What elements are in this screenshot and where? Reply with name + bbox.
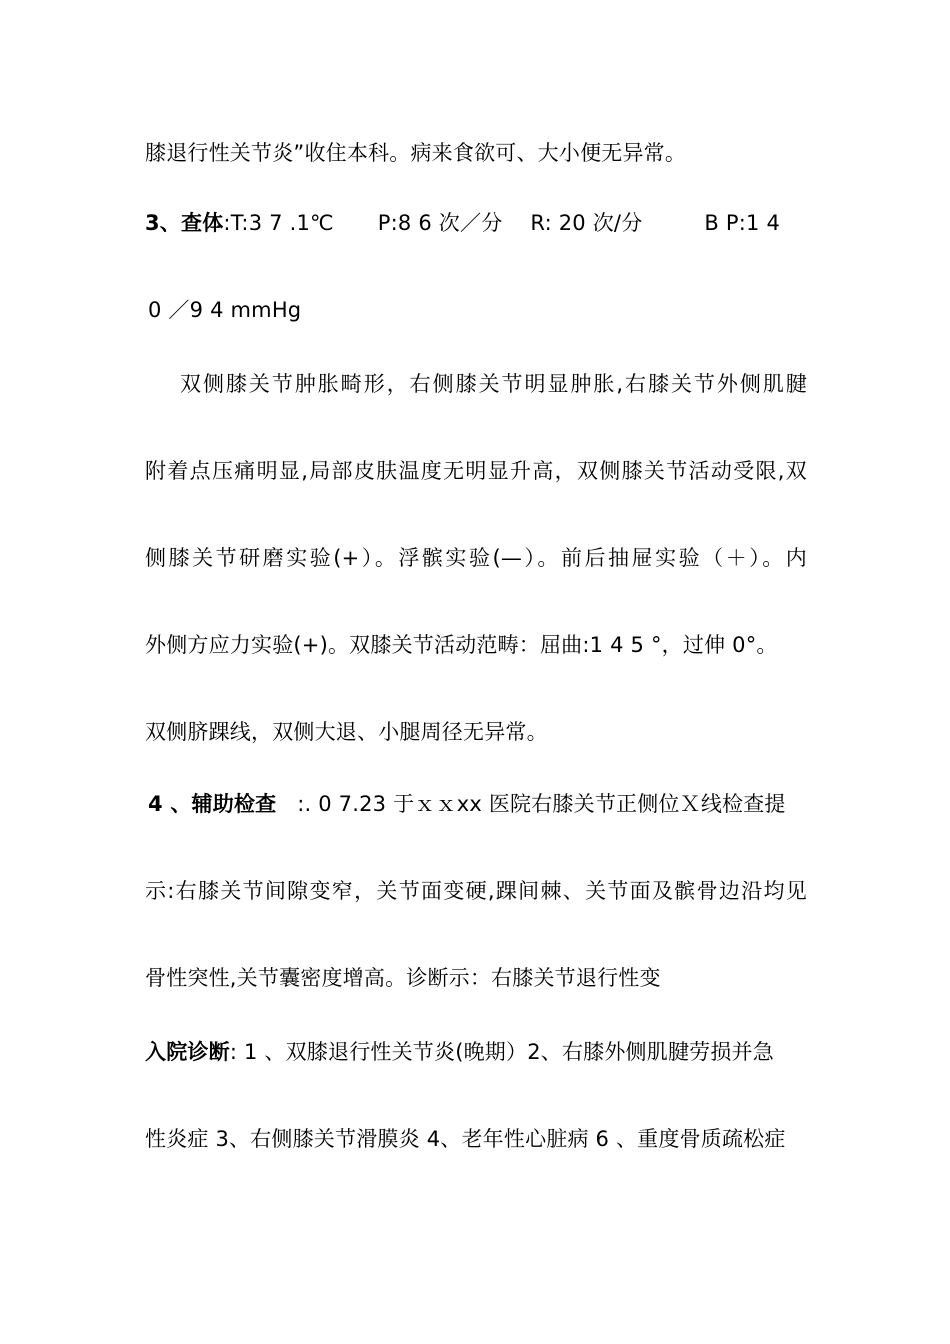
- blood-pressure-continued: [148, 296, 818, 324]
- blood-pressure-cont-text: 0 ／9 4 mmHg: [148, 298, 302, 322]
- exam-paragraph-line-1: 双侧膝关节肿胀畸形，右侧膝关节明显肿胀,右膝关节外侧肌腱: [180, 372, 807, 396]
- auxiliary-exam-line-2: 示:右膝关节间隙变窄，关节面变硬,踝间棘、关节面及髌骨边沿均见: [145, 879, 807, 903]
- admission-diagnosis-text: : 1 、双膝退行性关节炎(晚期）2、右膝外侧肌腱劳损并急: [229, 1040, 774, 1064]
- respiration-value: R: 20 次/分: [530, 211, 643, 235]
- exam-heading: 3、查体: [145, 211, 224, 235]
- exam-paragraph-line-4: 外侧方应力实验(+)。双膝关节活动范畴：屈曲:1 4 5 °，过伸 0°。: [145, 633, 778, 657]
- auxiliary-exam-text: :. 0 7.23 于ｘｘxx 医院右膝关节正侧位Ｘ线检查提: [290, 792, 786, 816]
- exam-paragraph-line-5: 双侧脐踝线，双侧大退、小腿周径无异常。: [145, 720, 548, 744]
- exam-paragraph-line-3: 侧膝关节研磨实验(+）。浮髌实验(—）。前后抽屉实验（＋）。内: [145, 546, 807, 570]
- temperature-value: T:3 7 .1℃: [230, 211, 334, 235]
- auxiliary-exam-line-1: [148, 790, 818, 818]
- intro-text: 膝退行性关节炎”收住本科。病来食欲可、大小便无异常。: [145, 141, 687, 165]
- exam-paragraph-line-2: 附着点压痛明显,局部皮肤温度无明显升高，双侧膝关节活动受限,双: [145, 459, 807, 483]
- text-line-intro: [145, 139, 815, 167]
- exam-separator: :: [223, 211, 231, 235]
- auxiliary-exam-line-3: 骨性突性,关节囊密度增高。诊断示：右膝关节退行性变: [145, 966, 661, 990]
- pulse-value: P:8 6 次／分: [377, 211, 503, 235]
- auxiliary-exam-heading: 4 、辅助检查: [148, 792, 277, 816]
- admission-diagnosis-line-1: [145, 1038, 815, 1066]
- blood-pressure-value: B P:1 4: [704, 211, 781, 235]
- admission-diagnosis-line-2: 性炎症 3、右侧膝关节滑膜炎 4、老年性心脏病 6 、重度骨质疏松症: [145, 1127, 786, 1151]
- exam-vitals-line: [145, 209, 815, 237]
- admission-diagnosis-heading: 入院诊断: [145, 1040, 230, 1064]
